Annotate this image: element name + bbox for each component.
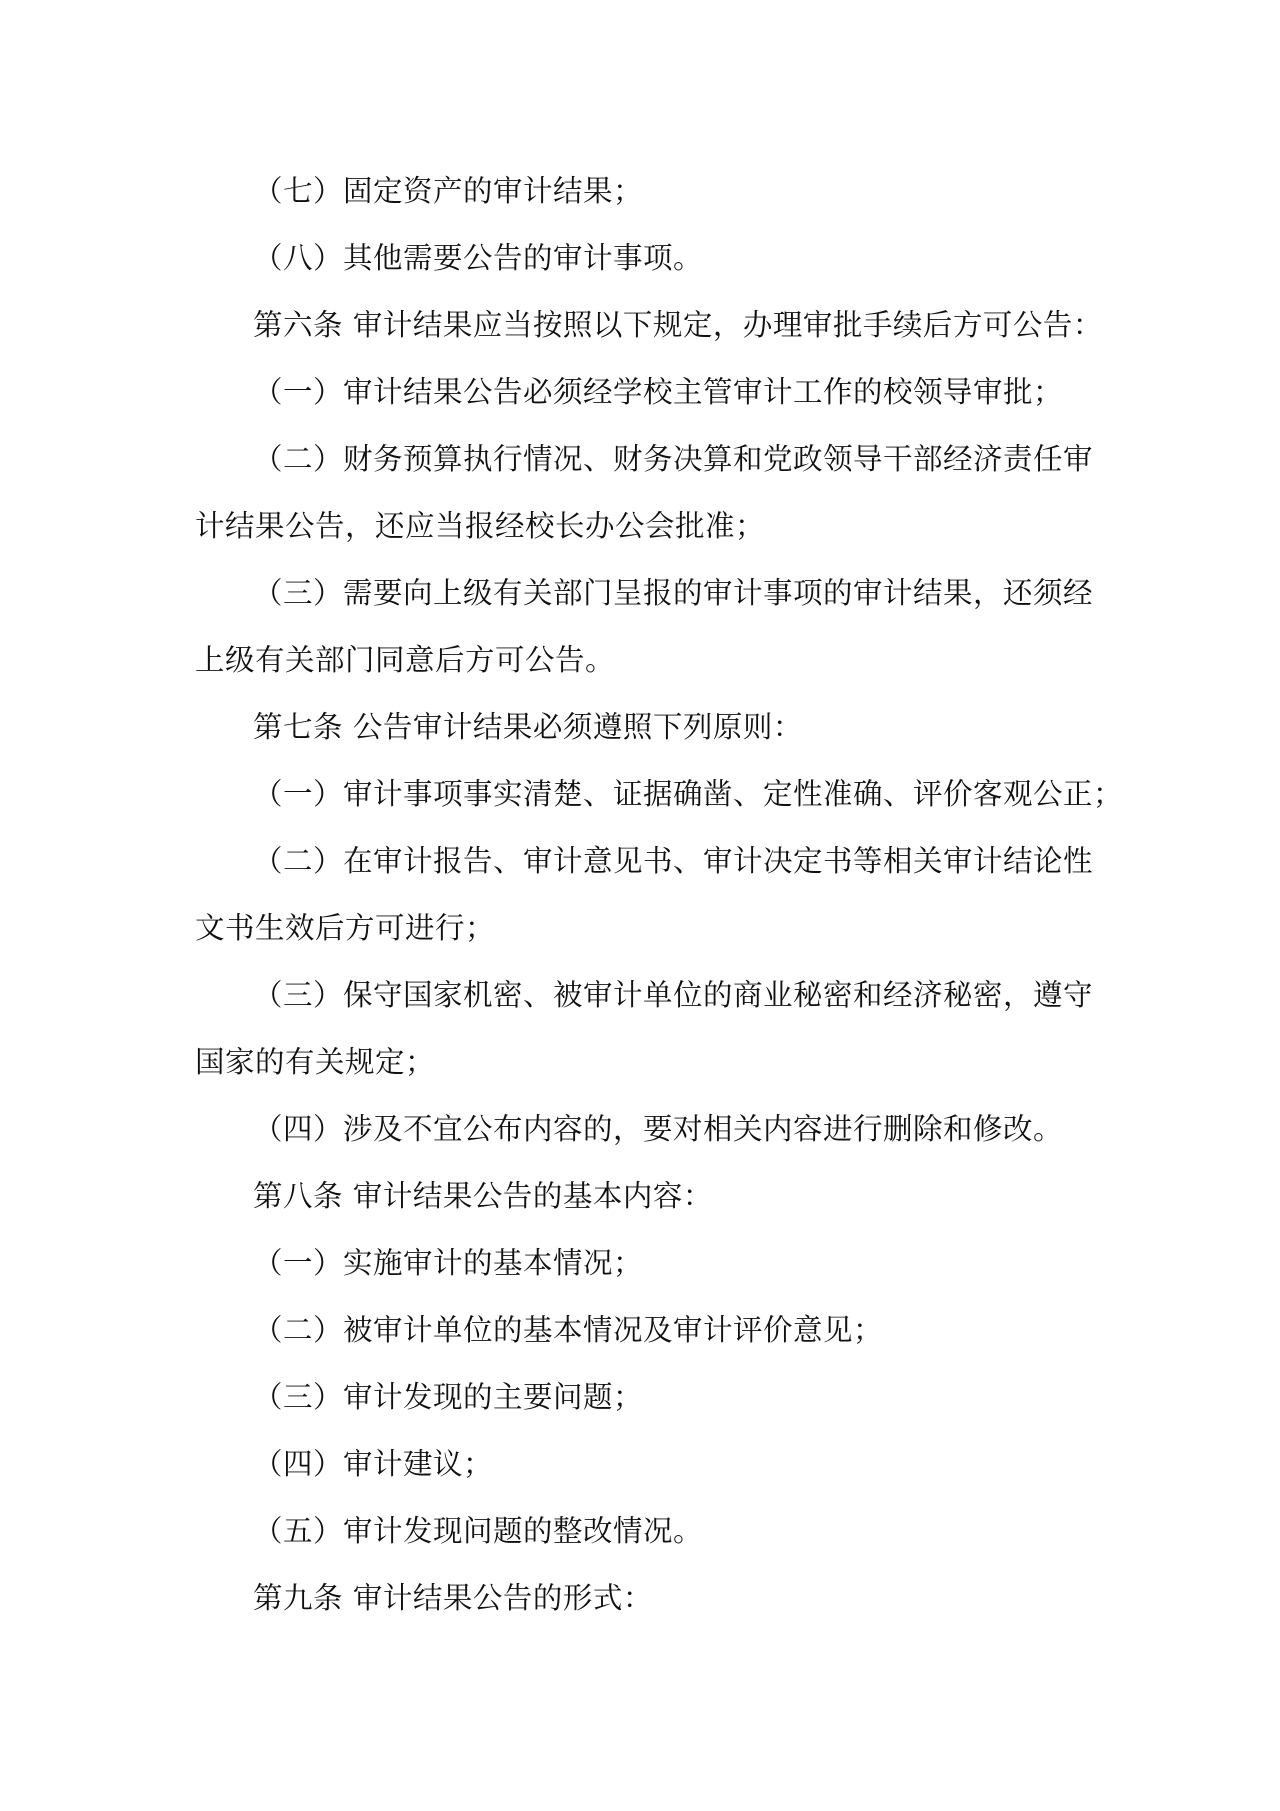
text-line: （三）审计发现的主要问题；: [253, 1380, 644, 1414]
text-line: 第六条 审计结果应当按照以下规定，办理审批手续后方可公告：: [253, 308, 1103, 342]
text-line: （二）在审计报告、审计意见书、审计决定书等相关审计结论性: [253, 844, 1094, 878]
text-line: 上级有关部门同意后方可公告。: [195, 643, 616, 677]
text-line: 第七条 公告审计结果必须遵照下列原则：: [253, 710, 803, 744]
document-body: [195, 158, 1124, 1632]
text-line: （五）审计发现问题的整改情况。: [253, 1514, 704, 1548]
paragraph-item-1: [195, 1230, 1095, 1297]
text-line: （七）固定资产的审计结果；: [253, 174, 644, 208]
article-8-heading: [195, 1163, 1095, 1230]
paragraph-item-8: [195, 225, 1095, 292]
paragraph-item-4: [195, 1096, 1095, 1163]
article-6-heading: [195, 292, 1103, 359]
paragraph-item-3: [195, 962, 1095, 1096]
text-line: 第九条 审计结果公告的形式：: [253, 1581, 653, 1615]
text-line: （二）被审计单位的基本情况及审计评价意见；: [253, 1313, 884, 1347]
paragraph-item-1: [195, 761, 1124, 828]
article-9-heading: [195, 1565, 1095, 1632]
text-line: 国家的有关规定；: [195, 1045, 436, 1079]
text-line: （一）实施审计的基本情况；: [253, 1246, 644, 1280]
paragraph-item-4: [195, 1431, 1095, 1498]
text-line: （一）审计结果公告必须经学校主管审计工作的校领导审批；: [253, 375, 1064, 409]
text-line: 计结果公告，还应当报经校长办公会批准；: [195, 509, 766, 543]
text-line: （八）其他需要公告的审计事项。: [253, 241, 704, 275]
text-line: （三）需要向上级有关部门呈报的审计事项的审计结果，还须经: [253, 576, 1094, 610]
text-line: （三）保守国家机密、被审计单位的商业秘密和经济秘密，遵守: [253, 978, 1094, 1012]
paragraph-item-5: [195, 1498, 1095, 1565]
paragraph-item-2: [195, 426, 1095, 560]
paragraph-item-3: [195, 1364, 1095, 1431]
paragraph-item-3: [195, 560, 1095, 694]
text-line: 第八条 审计结果公告的基本内容：: [253, 1179, 713, 1213]
text-line: （四）涉及不宜公布内容的，要对相关内容进行删除和修改。: [253, 1112, 1064, 1146]
text-line: （一）审计事项事实清楚、证据确凿、定性准确、评价客观公正；: [253, 777, 1124, 811]
article-7-heading: [195, 694, 1095, 761]
paragraph-item-2: [195, 828, 1095, 962]
text-line: （二）财务预算执行情况、财务决算和党政领导干部经济责任审: [253, 442, 1094, 476]
paragraph-item-2: [195, 1297, 1095, 1364]
paragraph-item-1: [195, 359, 1095, 426]
text-line: （四）审计建议；: [253, 1447, 494, 1481]
text-line: 文书生效后方可进行；: [195, 911, 496, 945]
paragraph-item-7: [195, 158, 1095, 225]
